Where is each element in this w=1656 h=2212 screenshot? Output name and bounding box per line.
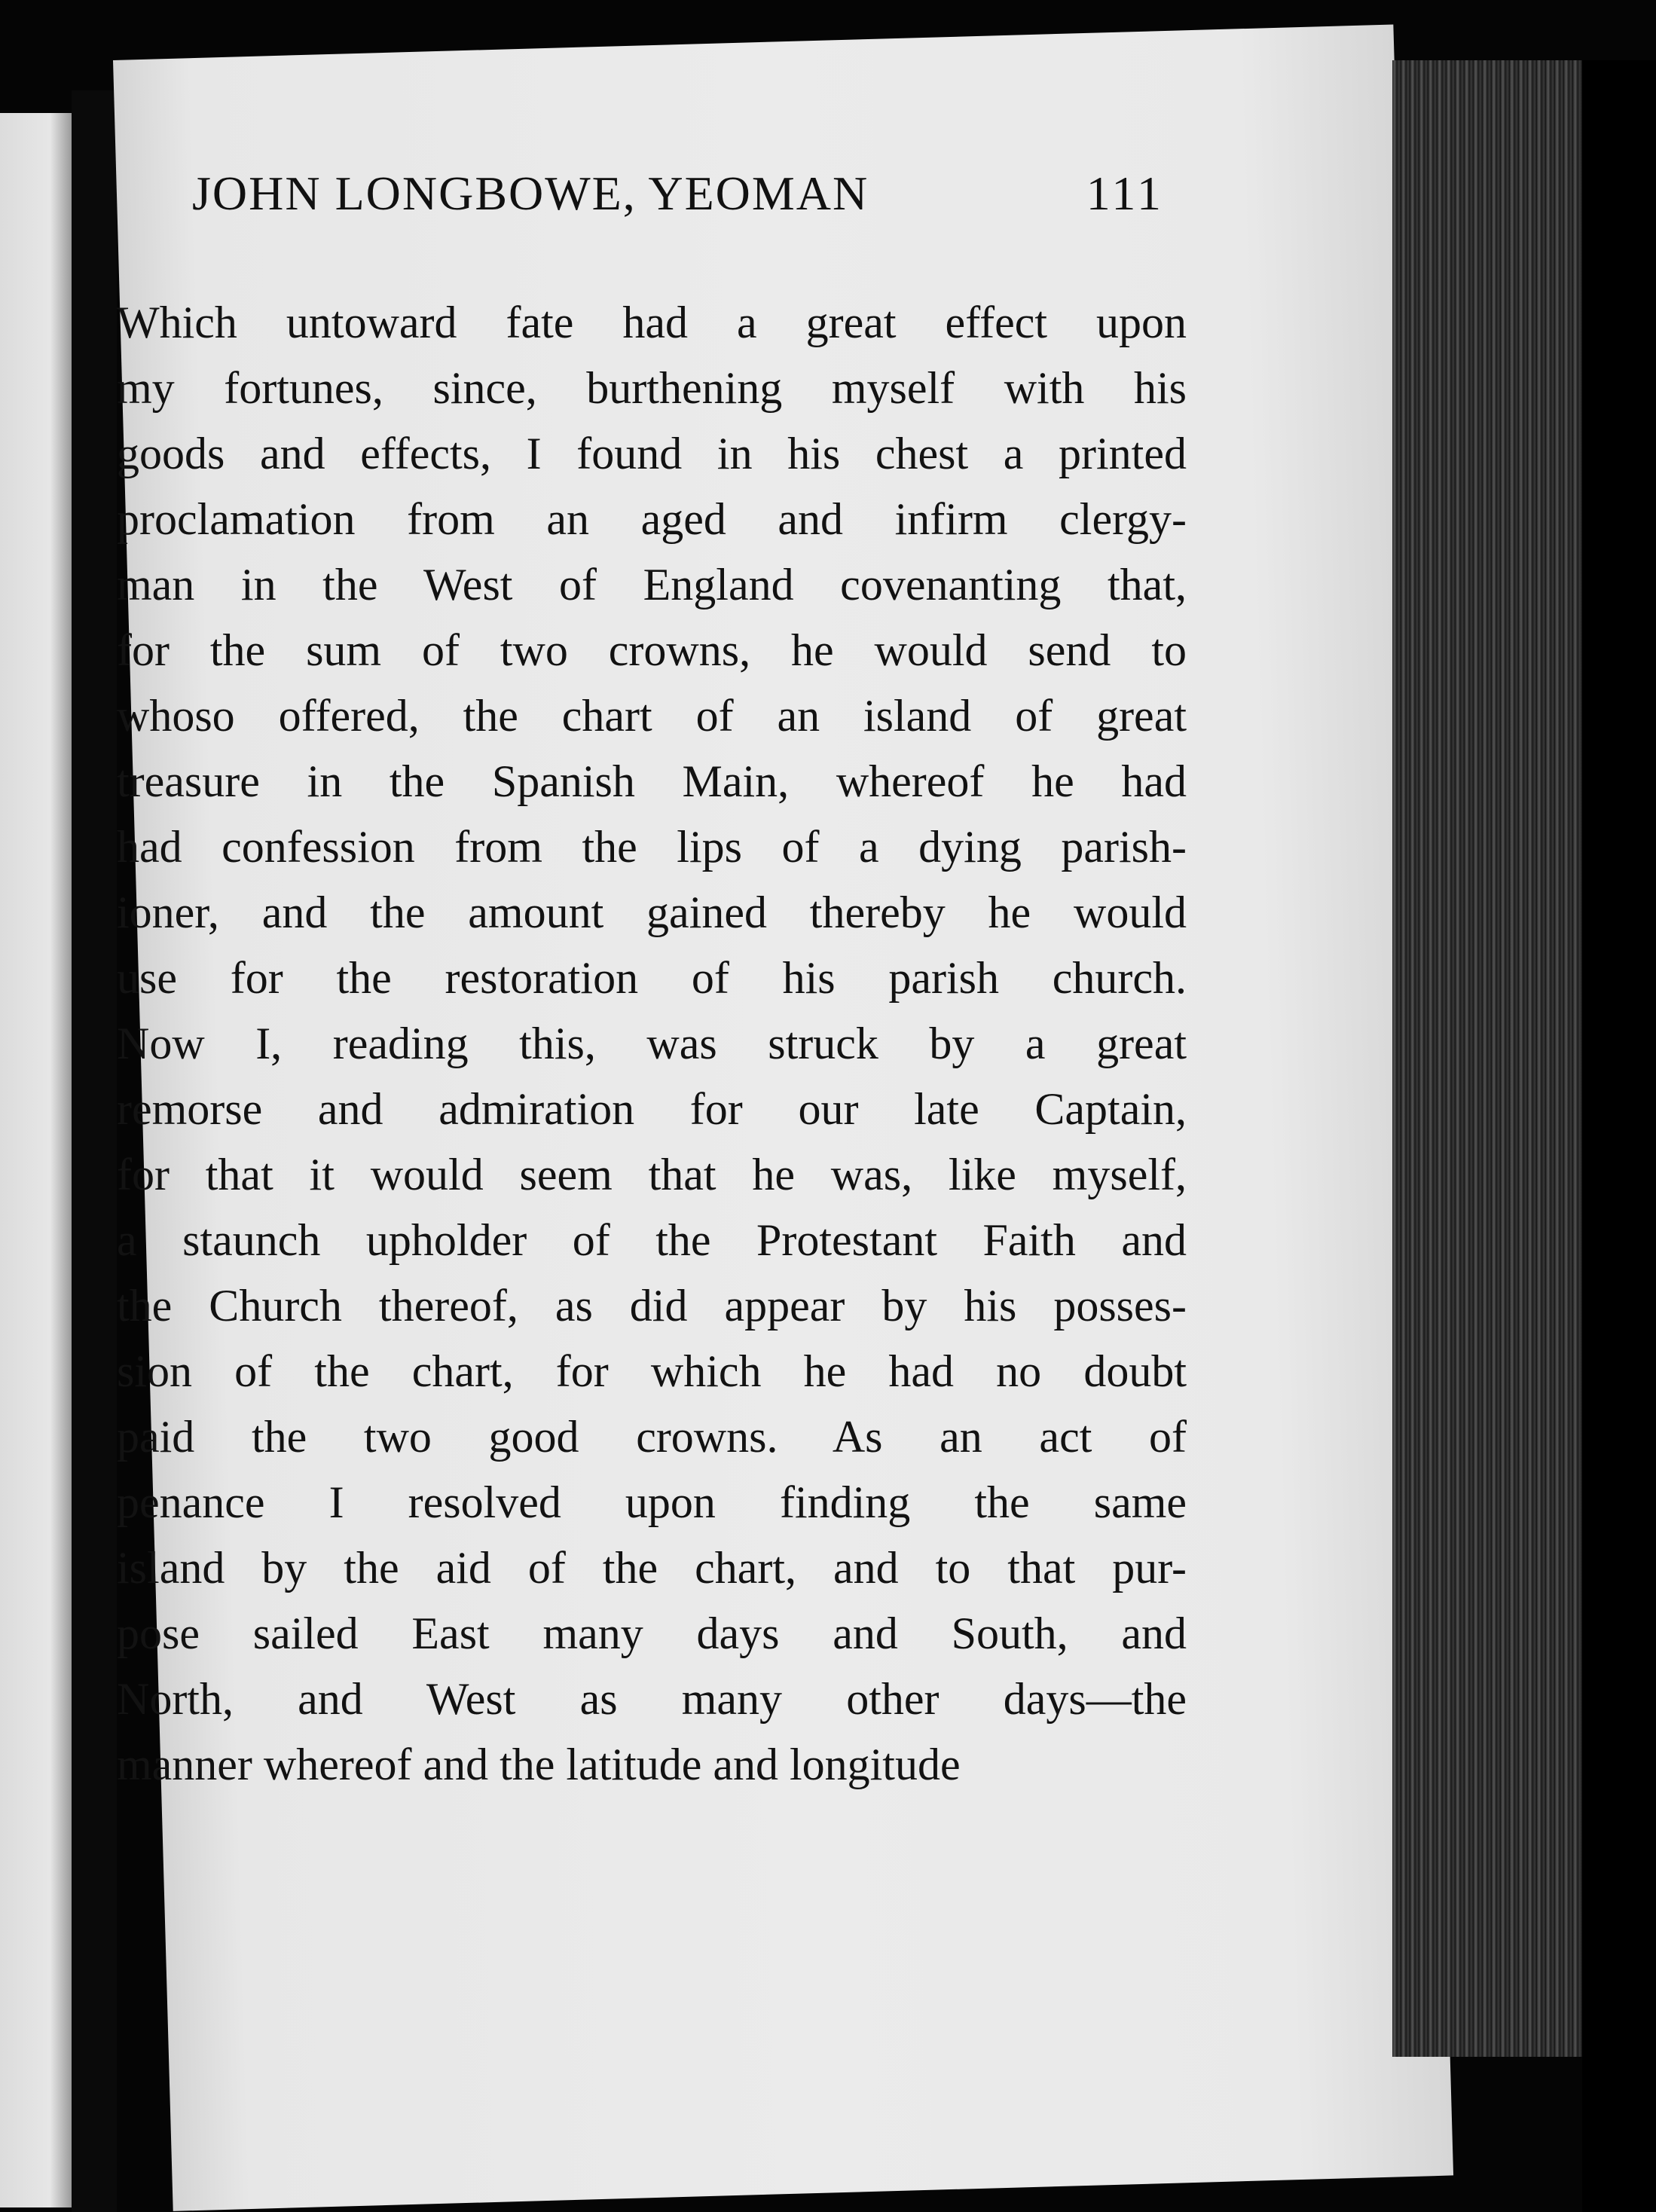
running-head bbox=[192, 166, 1164, 222]
text-line: my fortunes, since, burthening myself with his bbox=[117, 363, 1187, 413]
text-line: goods and effects, I found in his chest a printed bbox=[117, 429, 1187, 478]
text-line: had confession from the lips of a dying parish- bbox=[117, 822, 1187, 872]
text-line: for that it would seem that he was, like myself, bbox=[117, 1150, 1187, 1199]
text-line: whoso offered, the chart of an island of great bbox=[117, 691, 1187, 741]
text-line: a staunch upholder of the Protestant Faith and bbox=[117, 1215, 1187, 1265]
text-line: for the sum of two crowns, he would send to bbox=[117, 625, 1187, 675]
text-line: pose sailed East many days and South, and bbox=[117, 1609, 1187, 1658]
text-line: North, and West as many other days—the bbox=[117, 1674, 1187, 1724]
running-head-title: JOHN LONGBOWE, YEOMAN bbox=[192, 167, 869, 220]
page-number: 111 bbox=[1086, 167, 1164, 220]
text-line: paid the two good crowns. As an act of bbox=[117, 1412, 1187, 1462]
text-line: the Church thereof, as did appear by his posses- bbox=[117, 1281, 1187, 1331]
text-line: ioner, and the amount gained thereby he would bbox=[117, 888, 1187, 937]
text-line: Now I, reading this, was struck by a great bbox=[117, 1019, 1187, 1068]
facing-page-edge bbox=[0, 113, 72, 2207]
text-line: sion of the chart, for which he had no doubt bbox=[117, 1346, 1187, 1396]
text-line: Which untoward fate had a great effect upon bbox=[117, 298, 1187, 347]
background-shadow bbox=[1582, 60, 1656, 2212]
text-line: remorse and admiration for our late Captain, bbox=[117, 1084, 1187, 1134]
text-line: treasure in the Spanish Main, whereof he had bbox=[117, 756, 1187, 806]
text-line: use for the restoration of his parish church. bbox=[117, 953, 1187, 1003]
page-stack-edges bbox=[1392, 60, 1588, 2057]
body-text bbox=[117, 290, 1187, 1798]
text-line: manner whereof and the latitude and longitude bbox=[117, 1740, 961, 1789]
text-line: penance I resolved upon finding the same bbox=[117, 1477, 1187, 1527]
text-line: man in the West of England covenanting that, bbox=[117, 560, 1187, 610]
book-gutter bbox=[72, 90, 117, 2212]
text-line: proclamation from an aged and infirm clergy- bbox=[117, 494, 1187, 544]
text-line: island by the aid of the chart, and to that pur- bbox=[117, 1543, 1187, 1593]
